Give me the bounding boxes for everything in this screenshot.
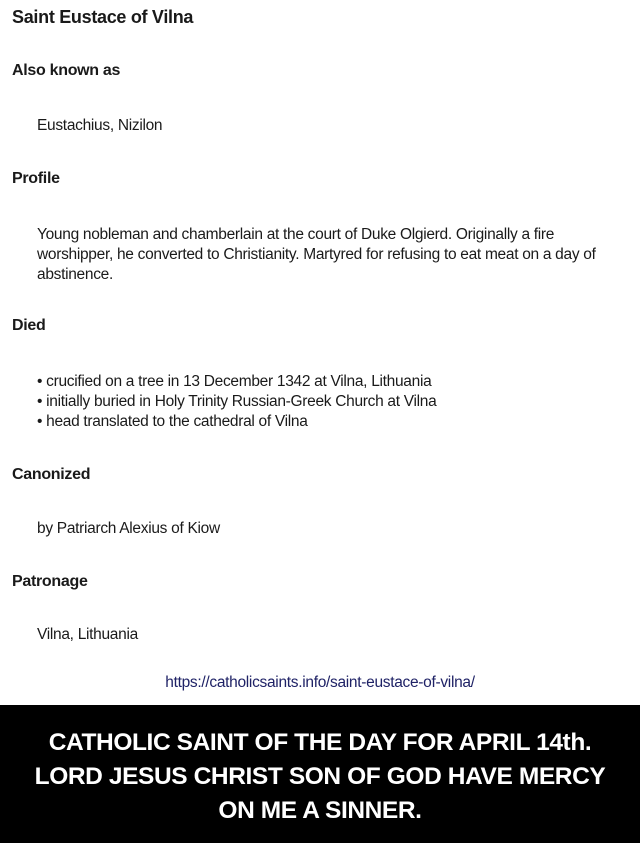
heading-profile: Profile — [12, 170, 60, 187]
heading-died: Died — [12, 317, 46, 334]
canonized-text: by Patriarch Alexius of Kiow — [37, 520, 220, 537]
caption-banner — [0, 705, 640, 843]
heading-canonized: Canonized — [12, 466, 91, 483]
caption-text — [0, 726, 640, 828]
caption-line: ON ME A SINNER. — [218, 797, 422, 824]
profile-text: Young nobleman and chamberlain at the court of Duke Olgierd. Originally a fire worshipper, he converted to Christianity. Martyred for refusing to eat meat on a day of abstinence. — [37, 226, 596, 283]
patronage-text: Vilna, Lithuania — [37, 626, 138, 643]
caption-line: CATHOLIC SAINT OF THE DAY FOR APRIL 14th. — [48, 729, 592, 756]
list-item: • head translated to the cathedral of Vilna — [37, 413, 308, 430]
also-known-as-text: Eustachius, Nizilon — [37, 117, 163, 134]
caption-line: LORD JESUS CHRIST SON OF GOD HAVE MERCY — [34, 763, 606, 790]
heading-also-known-as: Also known as — [12, 62, 121, 79]
page-title: Saint Eustace of Vilna — [12, 7, 194, 27]
died-list — [37, 372, 436, 432]
list-item: • crucified on a tree in 13 December 1342 at Vilna, Lithuania — [37, 373, 432, 390]
heading-patronage: Patronage — [12, 573, 88, 590]
source-link[interactable]: https://catholicsaints.info/saint-eustace-of-vilna/ — [165, 674, 475, 691]
list-item: • initially buried in Holy Trinity Russian-Greek Church at Vilna — [37, 393, 437, 410]
